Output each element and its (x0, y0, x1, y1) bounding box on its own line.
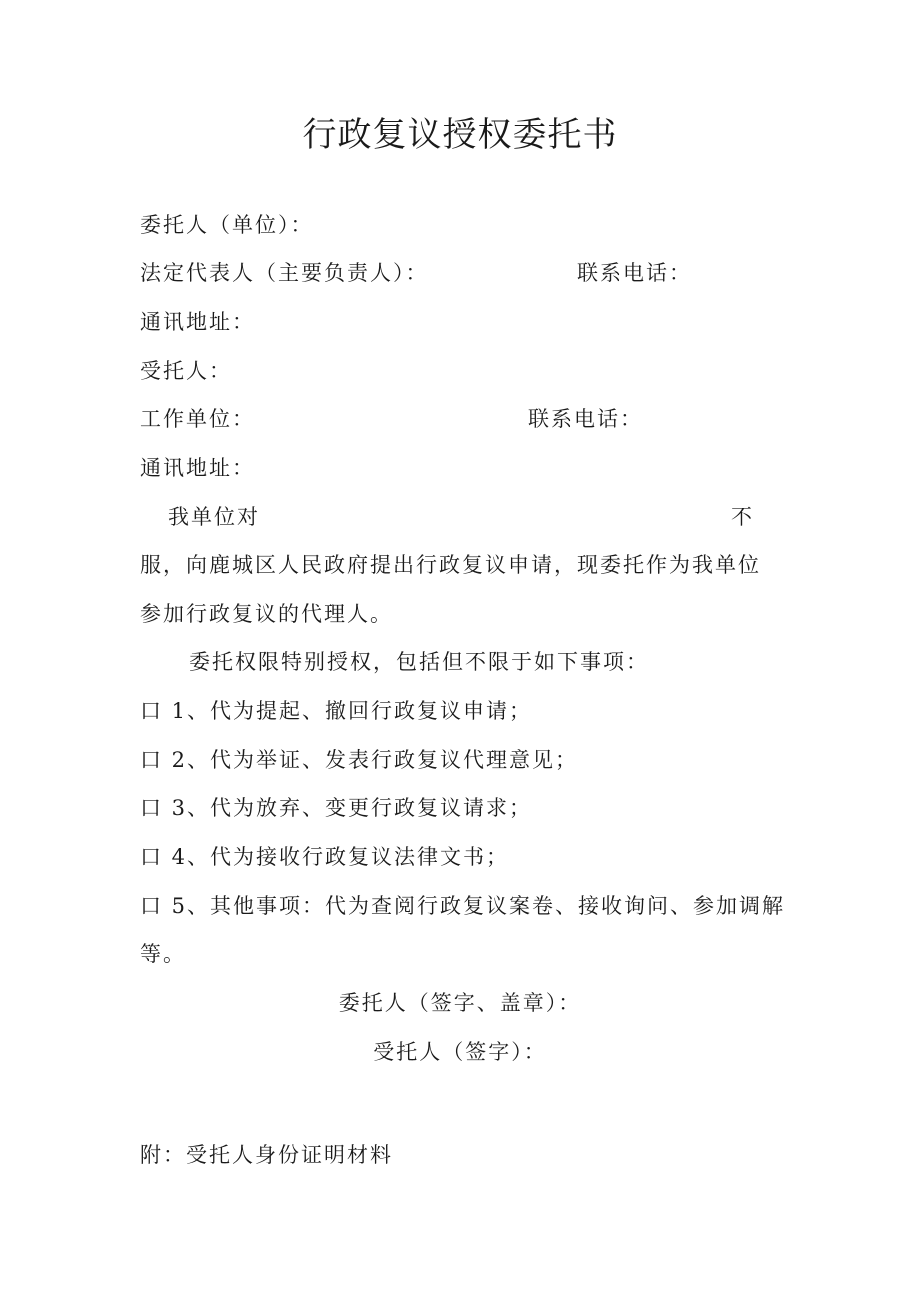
statement-line-2: 服，向鹿城区人民政府提出行政复议申请，现委托作为我单位 (140, 553, 761, 577)
statement-not: 不 (731, 505, 754, 529)
agent-phone-label: 联系电话： (528, 407, 643, 431)
authorization-item-3: 口 3、代为放弃、变更行政复议请求； (140, 796, 533, 820)
principal-signature-label: 委托人（签字、盖章）： (338, 991, 582, 1015)
agent-signature-label: 受托人（签字）： (373, 1040, 547, 1064)
attachment-note: 附：受托人身份证明材料 (140, 1143, 393, 1167)
agent-work-unit-label: 工作单位： (140, 407, 255, 431)
principal-label: 委托人（单位）： (140, 213, 314, 237)
agent-label: 受托人： (140, 359, 232, 383)
scope-intro: 委托权限特别授权，包括但不限于如下事项： (189, 650, 649, 674)
principal-address-label: 通讯地址： (140, 310, 255, 334)
authorization-item-5: 口 5、其他事项：代为查阅行政复议案卷、接收询问、参加调解 (140, 894, 786, 918)
legal-rep-label: 法定代表人（主要负责人）： (140, 261, 429, 285)
statement-line-3: 参加行政复议的代理人。 (140, 602, 393, 626)
authorization-item-5-continuation: 等。 (140, 942, 186, 966)
authorization-item-4: 口 4、代为接收行政复议法律文书； (140, 845, 510, 869)
authorization-item-2: 口 2、代为举证、发表行政复议代理意见； (140, 748, 579, 772)
statement-start: 我单位对 (168, 505, 260, 529)
document-title: 行政复议授权委托书 (302, 115, 618, 155)
principal-phone-label: 联系电话： (577, 261, 692, 285)
agent-address-label: 通讯地址： (140, 456, 255, 480)
authorization-item-1: 口 1、代为提起、撤回行政复议申请； (140, 699, 533, 723)
